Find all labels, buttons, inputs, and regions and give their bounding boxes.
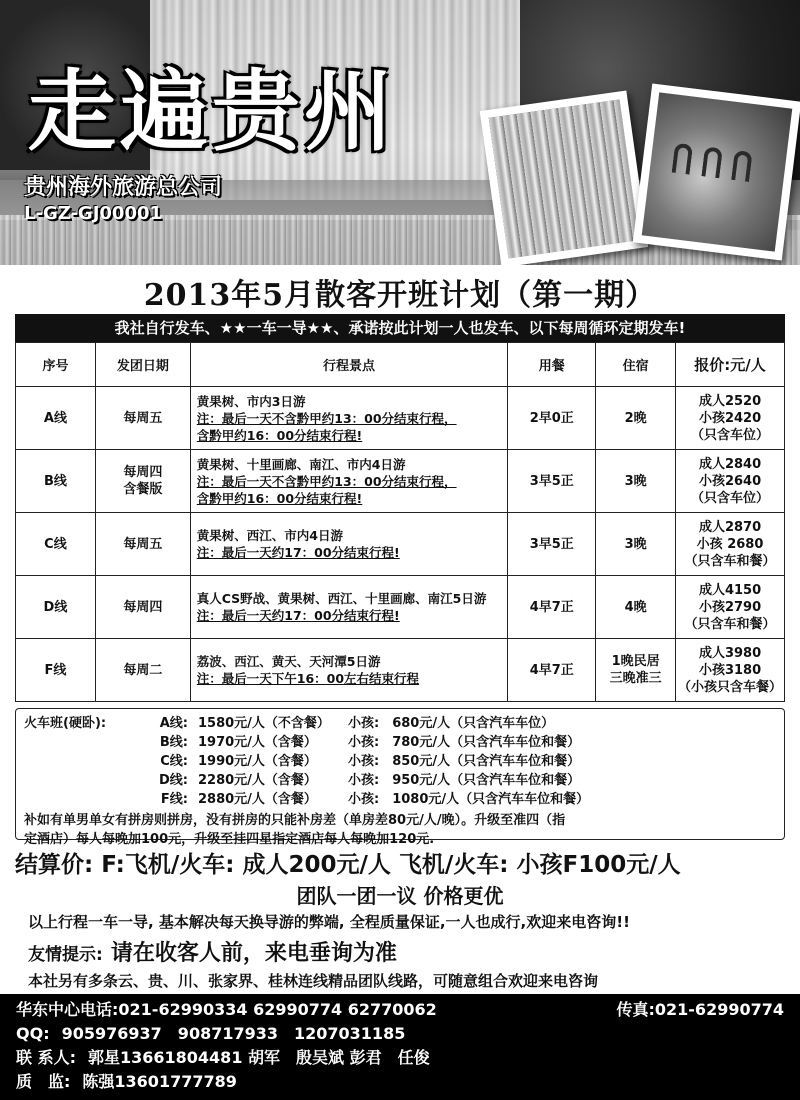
row-seq: A线 (16, 387, 96, 450)
row-stay (596, 387, 676, 450)
fax-number[interactable]: 021-62990774 (654, 1000, 784, 1019)
row-sights-text: 真人CS野战、黄果树、西江、十里画廊、南江5日游 (196, 591, 487, 606)
price-note: （只含车位） (691, 427, 770, 443)
plan-title: 2013年5月散客开班计划（第一期） (143, 278, 657, 313)
row-date (95, 387, 190, 450)
contact-footer (0, 994, 800, 1100)
row-stay (596, 513, 676, 576)
row-note: 注：最后一天约17：00分结束行程! (196, 608, 400, 623)
row-seq: D线 (16, 576, 96, 639)
group-offer: 团队一团一议 价格更优 (296, 884, 504, 908)
row-stay-text: 1晚民居 (611, 654, 660, 669)
route-table (15, 342, 785, 702)
supervisor-contact[interactable]: 陈强13601777789 (82, 1072, 237, 1091)
row-date (95, 639, 190, 702)
train-child-price: 小孩: 850元/人（只含汽车车位和餐） (348, 754, 581, 769)
train-row (24, 790, 776, 809)
price-adult: 成人4150 (698, 582, 762, 598)
row-stay (596, 576, 676, 639)
header-seq: 序号 (16, 343, 96, 387)
bridge-photo-image (642, 92, 793, 251)
qq-numbers[interactable]: 905976937 908717933 1207031185 (61, 1024, 406, 1043)
phone-label: 华东中心电话: (16, 1000, 119, 1019)
phone-row (16, 998, 784, 1022)
contact-row (16, 1046, 784, 1070)
row-stay-text: 3晚 (624, 536, 647, 552)
contact-label: 联 系人: (16, 1048, 76, 1067)
table-row (16, 450, 785, 513)
price-child: 小孩2640 (698, 473, 762, 489)
row-seq: C线 (16, 513, 96, 576)
row-note: 注：最后一天不含黔甲约13：00分结束行程， (196, 473, 457, 489)
train-row (24, 771, 776, 790)
row-meals: 2早0正 (508, 387, 596, 450)
row-stay (596, 639, 676, 702)
supervisor-label: 质 监: (16, 1072, 71, 1091)
row-stay (596, 450, 676, 513)
header-sights: 行程景点 (190, 343, 508, 387)
row-date-text: 每周四 (123, 465, 163, 480)
row-meals: 4早7正 (508, 576, 596, 639)
price-adult: 成人2870 (698, 519, 762, 535)
train-line: F线: (160, 792, 188, 807)
row-meals: 3早5正 (508, 513, 596, 576)
price-adult: 成人2520 (698, 393, 762, 409)
row-date (95, 450, 190, 513)
supervisor-row (16, 1070, 784, 1094)
row-date (95, 576, 190, 639)
train-child-price: 小孩: 950元/人（只含汽车车位和餐） (348, 773, 581, 788)
header-meals: 用餐 (508, 343, 596, 387)
row-stay-text: 3晚 (624, 473, 647, 489)
price-adult: 成人2840 (698, 456, 762, 472)
bridge-arch (672, 143, 694, 175)
train-line: C线: (160, 754, 188, 769)
room-note-line: 定酒店）每人每晚加100元，升级至挂四星指定酒店每人每晚加120元. (24, 832, 435, 847)
row-meals: 4早7正 (508, 639, 596, 702)
row-price (676, 450, 785, 513)
train-row (24, 752, 776, 771)
train-line: A线: (159, 716, 188, 731)
row-stay-sub: 三晚准三 (609, 671, 662, 686)
service-summary: 以上行程一车一导, 基本解决每天换导游的弊端, 全程质量保证,一人也成行,欢迎来电咨询!! (28, 913, 630, 931)
train-row (24, 714, 776, 733)
row-sights-text: 黄果树、十里画廊、南江、市内4日游 (196, 456, 406, 472)
header-banner (0, 0, 800, 265)
tip-label: 友情提示: (28, 945, 103, 965)
train-line: D线: (159, 773, 188, 788)
row-sights (190, 513, 508, 576)
train-child-price: 小孩: 1080元/人（只含汽车车位和餐） (348, 792, 590, 807)
row-date-sub: 含餐版 (123, 482, 163, 497)
fax-group (616, 998, 784, 1022)
row-note: 注：最后一天下午16：00左右结束行程 (196, 671, 420, 686)
table-row (16, 387, 785, 450)
row-meals: 3早5正 (508, 450, 596, 513)
bridge-arch (701, 146, 723, 178)
train-row (24, 733, 776, 752)
price-note: （只含车和餐） (684, 553, 776, 569)
row-price (676, 639, 785, 702)
row-sights (190, 639, 508, 702)
row-sights-text: 黄果树、西江、市内4日游 (196, 528, 343, 543)
price-note: （只含车位） (691, 490, 770, 506)
row-price (676, 387, 785, 450)
row-note: 注：最后一天约17：00分结束行程! (196, 545, 400, 560)
license-number: L-GZ-GJ00001 (24, 203, 163, 224)
row-seq: F线 (16, 639, 96, 702)
table-row (16, 639, 785, 702)
price-child: 小孩 2680 (696, 536, 764, 552)
row-note: 含黔甲约16：00分结束行程! (196, 490, 363, 506)
train-child-price: 小孩: 780元/人（只含汽车车位和餐） (348, 735, 581, 750)
train-adult-price: 1990元/人（含餐） (198, 754, 317, 769)
row-sights (190, 387, 508, 450)
contact-names[interactable]: 郭星13661804481 胡军 殷吴斌 彭君 任俊 (87, 1048, 430, 1067)
tip-message: 请在收客人前，来电垂询为准 (110, 941, 397, 966)
header-price: 报价:元/人 (676, 343, 785, 387)
table-row (16, 513, 785, 576)
price-note: （小孩只含车餐） (678, 679, 783, 695)
row-sights-text: 黄果树、市内3日游 (196, 393, 306, 409)
bridge-arch (731, 150, 753, 182)
qq-row (16, 1022, 784, 1046)
row-date-text: 每周二 (123, 662, 163, 678)
bridge-photo (633, 83, 800, 260)
other-routes-note: 本社另有多条云、贵、川、张家界、桂林连线精品团队线路，可随意组合欢迎来电咨询 (28, 972, 599, 990)
price-note: （只含车和餐） (684, 616, 776, 632)
train-adult-price: 1580元/人（不含餐） (198, 716, 330, 731)
train-label: 火车班(硬卧): (24, 716, 107, 731)
train-line: B线: (159, 735, 188, 750)
price-adult: 成人3980 (698, 645, 762, 661)
price-child: 小孩3180 (698, 662, 762, 678)
row-sights-text: 荔波、西江、黄天、天河潭5日游 (196, 654, 381, 669)
company-name: 贵州海外旅游总公司 (24, 175, 223, 200)
friendly-tip (28, 936, 397, 967)
row-stay-text: 2晚 (624, 410, 647, 426)
train-adult-price: 1970元/人（含餐） (198, 735, 317, 750)
row-price (676, 576, 785, 639)
promise-banner: 我社自行发车、★★一车一导★★、承诺按此计划一人也发车、以下每周循环定期发车! (15, 314, 785, 342)
settlement-price: 结算价: F:飞机/火车: 成人200元/人 飞机/火车: 小孩F100元/人 (15, 852, 681, 878)
row-sights (190, 450, 508, 513)
phone-numbers[interactable]: 021-62990334 62990774 62770062 (118, 1000, 437, 1019)
header-stay: 住宿 (596, 343, 676, 387)
row-date-text: 每周五 (123, 410, 163, 426)
price-child: 小孩2420 (698, 410, 762, 426)
price-child: 小孩2790 (698, 599, 762, 615)
row-date-text: 每周五 (123, 536, 163, 552)
row-stay-text: 4晚 (624, 599, 647, 615)
header-date: 发团日期 (95, 343, 190, 387)
qq-label: QQ: (16, 1024, 50, 1043)
row-date (95, 513, 190, 576)
row-note: 含黔甲约16：00分结束行程! (196, 427, 363, 443)
train-adult-price: 2880元/人（含餐） (198, 792, 317, 807)
room-note-line: 补如有单男单女有拼房则拼房，没有拼房的只能补房差（单房差80元/人/晚）。升级至准四（指 (24, 813, 566, 828)
row-date-text: 每周四 (123, 599, 163, 615)
row-seq: B线 (16, 450, 96, 513)
table-header-row (16, 343, 785, 387)
row-price (676, 513, 785, 576)
row-sights (190, 576, 508, 639)
train-child-price: 小孩: 680元/人（只含汽车车位） (348, 716, 555, 731)
table-row (16, 576, 785, 639)
room-upgrade-note (24, 811, 776, 849)
train-adult-price: 2280元/人（含餐） (198, 773, 317, 788)
row-note: 注：最后一天不含黔甲约13：00分结束行程， (196, 410, 457, 426)
waterfall-photo-image (489, 100, 639, 259)
fax-label: 传真: (616, 1000, 655, 1019)
main-title: 走遍贵州 (28, 59, 397, 163)
waterfall-photo (480, 90, 649, 265)
train-pricing-box (15, 708, 785, 847)
